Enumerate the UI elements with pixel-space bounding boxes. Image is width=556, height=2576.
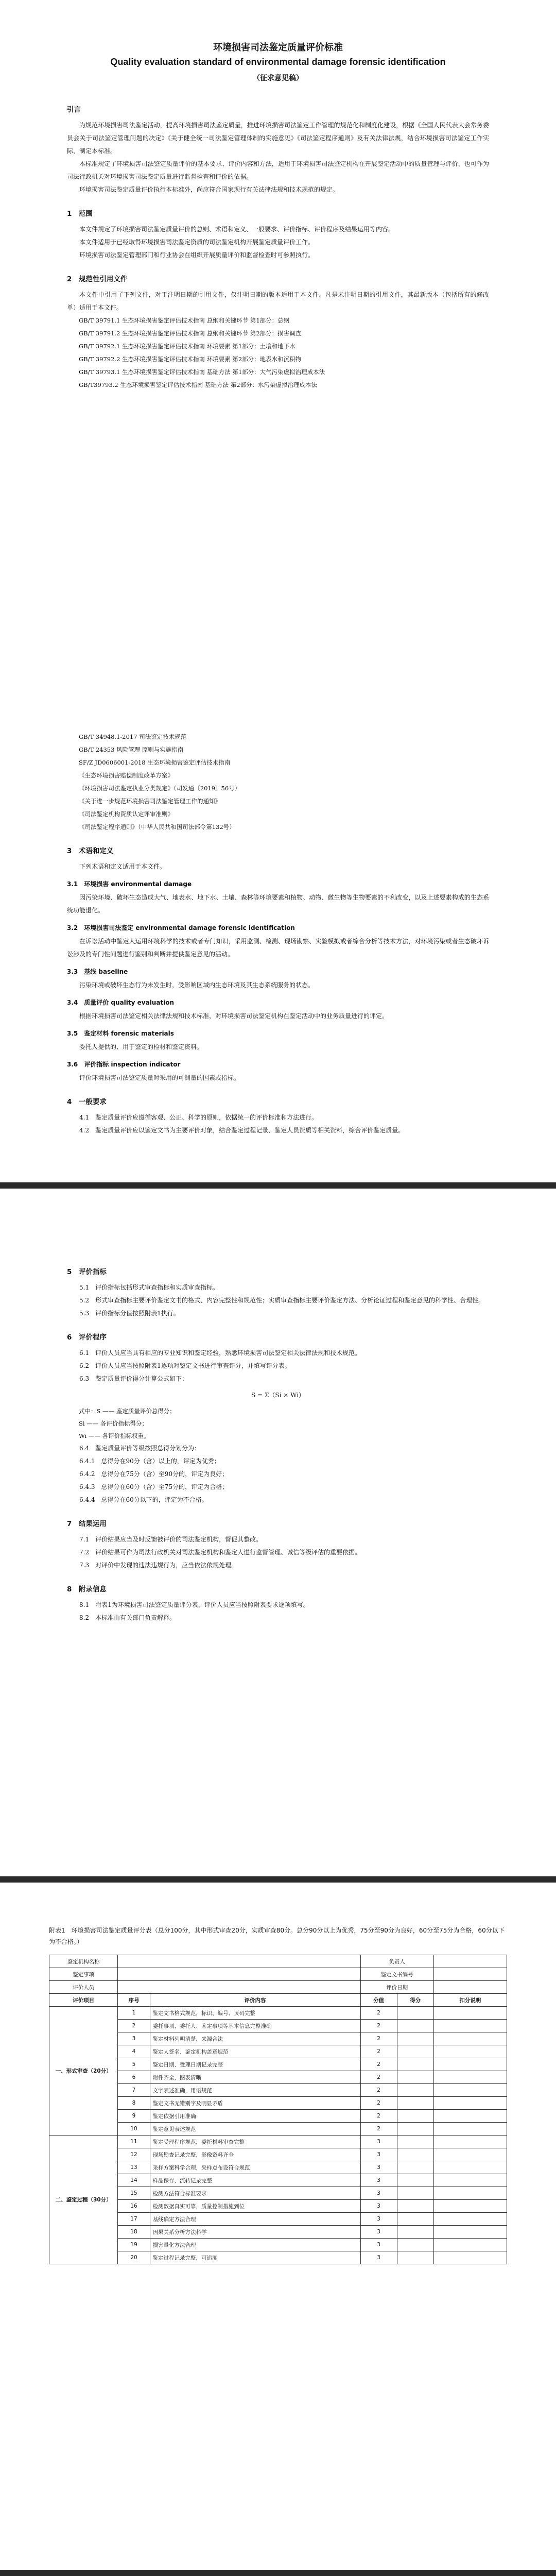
score-cell[interactable]: [397, 2200, 433, 2213]
deduction-note-cell[interactable]: [433, 2110, 507, 2123]
section-paragraph: 环境损害司法鉴定管理部门和行业协会在组织开展质量评价和监督检查时可参照执行。: [79, 251, 315, 259]
term-definition: 评价环境损害司法鉴定质量时采用的可测量的因素或指标。: [79, 1074, 240, 1081]
table-row: [49, 2110, 507, 2123]
reference-item: 《司法鉴定程序通则》（中华人民共和国司法部令第132号）: [79, 823, 235, 831]
term-list: [67, 879, 489, 1084]
item-content-cell: 鉴定依据引用准确: [150, 2110, 360, 2123]
section-paragraph: 5.3 评价指标分值按照附表1执行。: [79, 1310, 180, 1317]
table-row: [49, 2161, 507, 2174]
item-number-cell: 2: [118, 2020, 150, 2032]
grade-item: 6.4.3 总得分在60分（含）至75分的，评定为合格；: [79, 1483, 229, 1490]
info-label: 鉴定文书编号: [360, 1968, 433, 1981]
column-header: 评价项目: [49, 1994, 118, 2007]
item-points-cell: 2: [360, 2084, 397, 2097]
score-cell[interactable]: [397, 2032, 433, 2045]
document-page-2: [0, 669, 556, 1182]
section-paragraph: 6.2 评价人员应当按照附表1逐项对鉴定文书进行审查评分，并填写评分表。: [79, 1362, 291, 1369]
score-cell[interactable]: [397, 2123, 433, 2136]
item-number-cell: 11: [118, 2136, 150, 2148]
item-content-cell: 基线确定方法合理: [150, 2213, 360, 2226]
table-row: [49, 2045, 507, 2058]
deduction-note-cell[interactable]: [433, 2148, 507, 2161]
score-cell[interactable]: [397, 2239, 433, 2251]
table-row: [49, 2007, 507, 2020]
item-points-cell: 2: [360, 2045, 397, 2058]
item-content-cell: 检测方法符合标准要求: [150, 2187, 360, 2200]
table-row: [49, 2239, 507, 2251]
item-points-cell: 2: [360, 2020, 397, 2032]
deduction-note-cell[interactable]: [433, 2213, 507, 2226]
grade-item: 6.4.1 总得分在90分（含）以上的，评定为优秀；: [79, 1458, 220, 1465]
item-number-cell: 8: [118, 2097, 150, 2110]
deduction-note-cell[interactable]: [433, 2136, 507, 2148]
info-label: 评价日期: [360, 1981, 433, 1994]
deduction-note-cell[interactable]: [433, 2020, 507, 2032]
section-paragraph: 8.1 附表1为环境损害司法鉴定质量评分表，评价人员应当按照附表要求逐项填写。: [79, 1601, 309, 1608]
info-value[interactable]: [433, 1968, 507, 1981]
item-points-cell: 3: [360, 2174, 397, 2187]
item-content-cell: 鉴定文书无错别字及明显矛盾: [150, 2097, 360, 2110]
section-paragraph: 6.4 鉴定质量评价等级按照总得分划分为：: [79, 1445, 201, 1452]
deduction-note-cell[interactable]: [433, 2084, 507, 2097]
term-definition: 根据环境损害司法鉴定相关法律法规和技术标准，对环境损害司法鉴定机构在鉴定活动中的业务质量进行的评定。: [79, 1012, 389, 1020]
score-cell[interactable]: [397, 2213, 433, 2226]
score-cell[interactable]: [397, 2020, 433, 2032]
item-content-cell: 鉴定人签名、鉴定机构盖章规范: [150, 2045, 360, 2058]
table-row: [49, 2136, 507, 2148]
section-paragraph: 本文件规定了环境损害司法鉴定质量评价的总则、术语和定义、一般要求、评价指标、评价程序及结果运用等内容。: [79, 226, 395, 233]
table-row: [49, 2071, 507, 2084]
item-points-cell: 2: [360, 2032, 397, 2045]
item-points-cell: 3: [360, 2136, 397, 2148]
deduction-note-cell[interactable]: [433, 2123, 507, 2136]
item-number-cell: 19: [118, 2239, 150, 2251]
column-header: 分值: [360, 1994, 397, 2007]
info-value[interactable]: [433, 1955, 507, 1968]
item-content-cell: 鉴定文书格式规范，标识、编号、页码完整: [150, 2007, 360, 2020]
score-cell[interactable]: [397, 2226, 433, 2239]
section-heading: 5 评价指标: [67, 1268, 107, 1276]
document-page-4: [0, 1883, 556, 2570]
item-number-cell: 10: [118, 2123, 150, 2136]
reference-item: 《司法鉴定机构资质认定评审准则》: [79, 810, 173, 818]
info-label: 鉴定事项: [49, 1968, 118, 1981]
info-row: [49, 1968, 507, 1981]
item-points-cell: 2: [360, 2123, 397, 2136]
reference-item: GB/T 24353 风险管理 原则与实施指南: [79, 746, 184, 753]
item-content-cell: 鉴定意见表述规范: [150, 2123, 360, 2136]
deduction-note-cell[interactable]: [433, 2187, 507, 2200]
info-row: [49, 1981, 507, 1994]
section-paragraph: 7.2 评价结果可作为司法行政机关对司法鉴定机构和鉴定人进行监督管理、诚信等级评估的重要依据。: [79, 1549, 361, 1556]
table-row: [49, 2084, 507, 2097]
score-cell[interactable]: [397, 2187, 433, 2200]
item-content-cell: 采样方案科学合理，采样点布设符合规范: [150, 2161, 360, 2174]
item-content-cell: 现场勘查记录完整，影像资料齐全: [150, 2148, 360, 2161]
item-content-cell: 检测数据真实可靠，质量控制措施到位: [150, 2200, 360, 2213]
item-number-cell: 3: [118, 2032, 150, 2045]
table-row: [49, 2032, 507, 2045]
term-heading: 3.4 质量评价 quality evaluation: [67, 999, 175, 1006]
deduction-note-cell[interactable]: [433, 2226, 507, 2239]
score-cell[interactable]: [397, 2097, 433, 2110]
deduction-note-cell[interactable]: [433, 2174, 507, 2187]
reference-item: 《关于进一步规范环境损害司法鉴定管理工作的通知》: [79, 798, 221, 805]
deduction-note-cell[interactable]: [433, 2058, 507, 2071]
item-points-cell: 2: [360, 2071, 397, 2084]
item-number-cell: 9: [118, 2110, 150, 2123]
deduction-note-cell[interactable]: [433, 2032, 507, 2045]
reference-item: GB/T 39792.2 生态环境损害鉴定评估技术指南 环境要素 第2部分：地表水和沉积物: [79, 355, 302, 363]
item-points-cell: 3: [360, 2213, 397, 2226]
item-number-cell: 16: [118, 2200, 150, 2213]
info-value[interactable]: [118, 1955, 360, 1968]
item-content-cell: 样品保存、流转记录完整: [150, 2174, 360, 2187]
score-cell[interactable]: [397, 2007, 433, 2020]
reference-item: GB/T39793.2 生态环境损害鉴定评估技术指南 基础方法 第2部分：水污染虚拟治理成本法: [79, 381, 318, 388]
section-heading: 1 范围: [67, 210, 93, 218]
info-value[interactable]: [118, 1981, 360, 1994]
table-row: [49, 2226, 507, 2239]
formula-note: Wi —— 各评价指标权重。: [79, 1432, 150, 1439]
item-number-cell: 18: [118, 2226, 150, 2239]
item-content-cell: 附件齐全，图表清晰: [150, 2071, 360, 2084]
table-row: [49, 2148, 507, 2161]
score-cell[interactable]: [397, 2058, 433, 2071]
info-row: [49, 1955, 507, 1968]
section-heading: 8 附录信息: [67, 1585, 107, 1594]
column-header: 评价内容: [150, 1994, 360, 2007]
intro-paragraph: 本标准规定了环境损害司法鉴定质量评价的基本要求、评价内容和方法，适用于环境损害司法鉴定机构在开展鉴定活动中的质量管理与评价，也可作为司法行政机关对环境损害司法鉴定质量进行监督检查和评价的依据。: [67, 160, 489, 180]
category-cell: 二、鉴定过程（30分）: [49, 2136, 118, 2264]
table-row: [49, 2200, 507, 2213]
score-cell[interactable]: [397, 2084, 433, 2097]
section-paragraph: 4.1 鉴定质量评价应遵循客观、公正、科学的原则，依据统一的评价标准和方法进行。: [79, 1114, 318, 1121]
item-points-cell: 2: [360, 2058, 397, 2071]
item-content-cell: 鉴定受理程序规范，委托材料审查完整: [150, 2136, 360, 2148]
score-cell[interactable]: [397, 2136, 433, 2148]
deduction-note-cell[interactable]: [433, 2239, 507, 2251]
item-number-cell: 12: [118, 2148, 150, 2161]
score-cell[interactable]: [397, 2045, 433, 2058]
item-points-cell: 3: [360, 2239, 397, 2251]
score-table: [49, 1955, 507, 2264]
item-points-cell: 3: [360, 2187, 397, 2200]
info-label: 负责人: [360, 1955, 433, 1968]
deduction-note-cell[interactable]: [433, 2161, 507, 2174]
intro-heading: 引言: [67, 106, 81, 114]
item-points-cell: 3: [360, 2161, 397, 2174]
item-points-cell: 2: [360, 2007, 397, 2020]
document-page-1: [0, 0, 556, 669]
item-content-cell: 委托事项、委托人、鉴定事项等基本信息完整准确: [150, 2020, 360, 2032]
score-table-body: [49, 2007, 507, 2264]
item-points-cell: 2: [360, 2110, 397, 2123]
item-number-cell: 15: [118, 2187, 150, 2200]
deduction-note-cell[interactable]: [433, 2007, 507, 2020]
document-page-3: [0, 1189, 556, 1876]
section-paragraph: 8.2 本标准由有关部门负责解释。: [79, 1614, 176, 1621]
term-definition: 污染环境或破坏生态行为未发生时，受影响区域内生态环境及其生态系统服务的状态。: [79, 981, 315, 989]
item-content-cell: 文字表述准确，用语规范: [150, 2084, 360, 2097]
section-paragraph: 5.1 评价指标包括形式审查指标和实质审查指标。: [79, 1284, 219, 1291]
section-heading: 3 术语和定义: [67, 847, 114, 855]
item-number-cell: 1: [118, 2007, 150, 2020]
section-paragraph: 7.3 对评价中发现的违法违规行为，应当依法依规处理。: [79, 1562, 238, 1569]
category-cell: 一、形式审查（20分）: [49, 2007, 118, 2136]
item-number-cell: 6: [118, 2071, 150, 2084]
deduction-note-cell[interactable]: [433, 2045, 507, 2058]
item-content-cell: 鉴定材料列明清楚，来源合法: [150, 2032, 360, 2045]
item-points-cell: 3: [360, 2226, 397, 2239]
section-paragraph: 本文件中引用了下列文件，对于注明日期的引用文件，仅注明日期的版本适用于本文件。凡是未注明日期的引用文件，其最新版本（包括所有的修改单）适用于本文件。: [67, 291, 489, 311]
formula-note: 式中：S —— 鉴定质量评价总得分；: [79, 1408, 176, 1415]
item-number-cell: 5: [118, 2058, 150, 2071]
column-header: 序号: [118, 1994, 150, 2007]
score-cell[interactable]: [397, 2174, 433, 2187]
term-definition: 委托人提供的、用于鉴定的检材和鉴定资料。: [79, 1043, 203, 1050]
item-number-cell: 14: [118, 2174, 150, 2187]
intro-paragraph: 为规范环境损害司法鉴定活动，提高环境损害司法鉴定质量，推进环境损害司法鉴定工作管理的规范化和制度化建设，根据《全国人民代表大会常务委员会关于司法鉴定管理问题的决定》《关于健全统一司法鉴定管理体制的实施意见》《司法鉴定程序通则》及有关法律法规，结合环境损害司法鉴定工作实际，制定本标准。: [67, 122, 489, 155]
deduction-note-cell[interactable]: [433, 2200, 507, 2213]
item-number-cell: 17: [118, 2213, 150, 2226]
formula-note: Si —— 各评价指标得分；: [79, 1420, 148, 1427]
reference-item: GB/T 39791.2 生态环境损害鉴定评估技术指南 总纲和关键环节 第2部分：损害调查: [79, 330, 302, 337]
reference-item: GB/T 39791.1 生态环境损害鉴定评估技术指南 总纲和关键环节 第1部分：总纲: [79, 317, 290, 324]
section-paragraph: 5.2 形式审查指标主要评价鉴定文书的格式、内容完整性和规范性；实质审查指标主要评价鉴定方法、分析论证过程和鉴定意见的科学性、合理性。: [79, 1297, 485, 1304]
item-number-cell: 7: [118, 2084, 150, 2097]
grade-item: 6.4.2 总得分在75分（含）至90分的，评定为良好；: [79, 1470, 229, 1478]
score-cell[interactable]: [397, 2071, 433, 2084]
item-points-cell: 3: [360, 2148, 397, 2161]
term-heading: 3.5 鉴定材料 forensic materials: [67, 1030, 174, 1037]
grade-item: 6.4.4 总得分在60分以下的，评定为不合格。: [79, 1496, 208, 1503]
item-content-cell: 因果关系分析方法科学: [150, 2226, 360, 2239]
table-row: [49, 2174, 507, 2187]
score-cell[interactable]: [397, 2161, 433, 2174]
reference-item: SF/Z JD0606001-2018 生态环境损害鉴定评估技术指南: [79, 759, 231, 766]
term-heading: 3.2 环境损害司法鉴定 environmental damage forensic identification: [67, 924, 295, 931]
table-row: [49, 2058, 507, 2071]
document-title: 环境损害司法鉴定质量评价标准: [213, 42, 343, 53]
item-points-cell: 3: [360, 2200, 397, 2213]
section-paragraph: 6.3 鉴定质量评价得分计算公式如下：: [79, 1375, 188, 1382]
info-label: 评价人员: [49, 1981, 118, 1994]
info-label: 鉴定机构名称: [49, 1955, 118, 1968]
reference-item: 《生态环境损害赔偿制度改革方案》: [79, 772, 173, 779]
column-header: 得分: [397, 1994, 433, 2007]
table-row: [49, 2213, 507, 2226]
section-paragraph: 下列术语和定义适用于本文件。: [79, 863, 166, 870]
term-heading: 3.6 评价指标 inspection indicator: [67, 1061, 181, 1068]
score-cell[interactable]: [397, 2251, 433, 2264]
term-definition: 在诉讼活动中鉴定人运用环境科学的技术或者专门知识，采用监测、检测、现场勘察、实验模拟或者综合分析等技术方法，对环境污染或者生态破坏诉讼涉及的专门性问题进行鉴别和判断并提供鉴定意见的活动。: [67, 938, 489, 958]
item-number-cell: 13: [118, 2161, 150, 2174]
score-formula: S = Σ（Si × Wi）: [251, 1392, 305, 1399]
term-heading: 3.1 环境损害 environmental damage: [67, 880, 192, 888]
table-row: [49, 2251, 507, 2264]
section-heading: 4 一般要求: [67, 1098, 107, 1106]
item-content-cell: 鉴定过程记录完整，可追溯: [150, 2251, 360, 2264]
document-subtitle: Quality evaluation standard of environmental damage forensic identification: [110, 57, 446, 67]
section-heading: 2 规范性引用文件: [67, 275, 128, 283]
section-heading: 6 评价程序: [67, 1333, 107, 1342]
reference-item: GB/T 39792.1 生态环境损害鉴定评估技术指南 环境要素 第1部分：土壤和地下水: [79, 343, 296, 350]
reference-item: GB/T 34948.1-2017 司法鉴定技术规范: [79, 733, 187, 740]
section-paragraph: 6.1 评价人员应当具有相应的专业知识和鉴定经验，熟悉环境损害司法鉴定相关法律法规和技术规范。: [79, 1349, 361, 1357]
item-number-cell: 4: [118, 2045, 150, 2058]
table-row: [49, 2097, 507, 2110]
table-header-row: [49, 1994, 507, 2007]
info-value[interactable]: [118, 1968, 360, 1981]
section-paragraph: 7.1 评价结果应当及时反馈被评价的司法鉴定机构，督促其整改。: [79, 1536, 263, 1543]
table-row: [49, 2187, 507, 2200]
reference-item: 《环境损害司法鉴定执业分类规定》（司发通〔2019〕56号）: [79, 785, 241, 792]
deduction-note-cell[interactable]: [433, 2071, 507, 2084]
item-number-cell: 20: [118, 2251, 150, 2264]
form-caption: 附表1 环境损害司法鉴定质量评分表（总分100分，其中形式审查20分，实质审查80分。总分90分以上为优秀，75分至90分为良好，60分至75分为合格，60分以下为不合格。）: [49, 1927, 505, 1945]
section-paragraph: 本文件适用于已经取得环境损害司法鉴定资质的司法鉴定机构开展鉴定质量评价工作。: [79, 239, 315, 246]
item-content-cell: 损害量化方法合理: [150, 2239, 360, 2251]
item-content-cell: 鉴定日期、受理日期记录完整: [150, 2058, 360, 2071]
reference-item: GB/T 39793.1 生态环境损害鉴定评估技术指南 基础方法 第1部分：大气污染虚拟治理成本法: [79, 368, 325, 376]
document-status: （征求意见稿）: [253, 74, 303, 82]
score-cell[interactable]: [397, 2148, 433, 2161]
deduction-note-cell[interactable]: [433, 2097, 507, 2110]
term-definition: 因污染环境、破坏生态造成大气、地表水、地下水、土壤、森林等环境要素和植物、动物、微生物等生物要素的不利改变，以及上述要素构成的生态系统功能退化。: [67, 894, 489, 914]
term-heading: 3.3 基线 baseline: [67, 968, 128, 975]
info-value[interactable]: [433, 1981, 507, 1994]
score-cell[interactable]: [397, 2110, 433, 2123]
table-row: [49, 2123, 507, 2136]
item-points-cell: 3: [360, 2251, 397, 2264]
table-row: [49, 2020, 507, 2032]
item-points-cell: 2: [360, 2097, 397, 2110]
section-heading: 7 结果运用: [67, 1520, 107, 1528]
deduction-note-cell[interactable]: [433, 2251, 507, 2264]
section-paragraph: 4.2 鉴定质量评价应以鉴定文书为主要评价对象，结合鉴定过程记录、鉴定人员资质等相关资料，综合评价鉴定质量。: [79, 1127, 405, 1134]
column-header: 扣分说明: [433, 1994, 507, 2007]
intro-paragraph: 环境损害司法鉴定质量评价执行本标准外，尚应符合国家现行有关法律法规和技术规范的规定。: [79, 186, 339, 193]
